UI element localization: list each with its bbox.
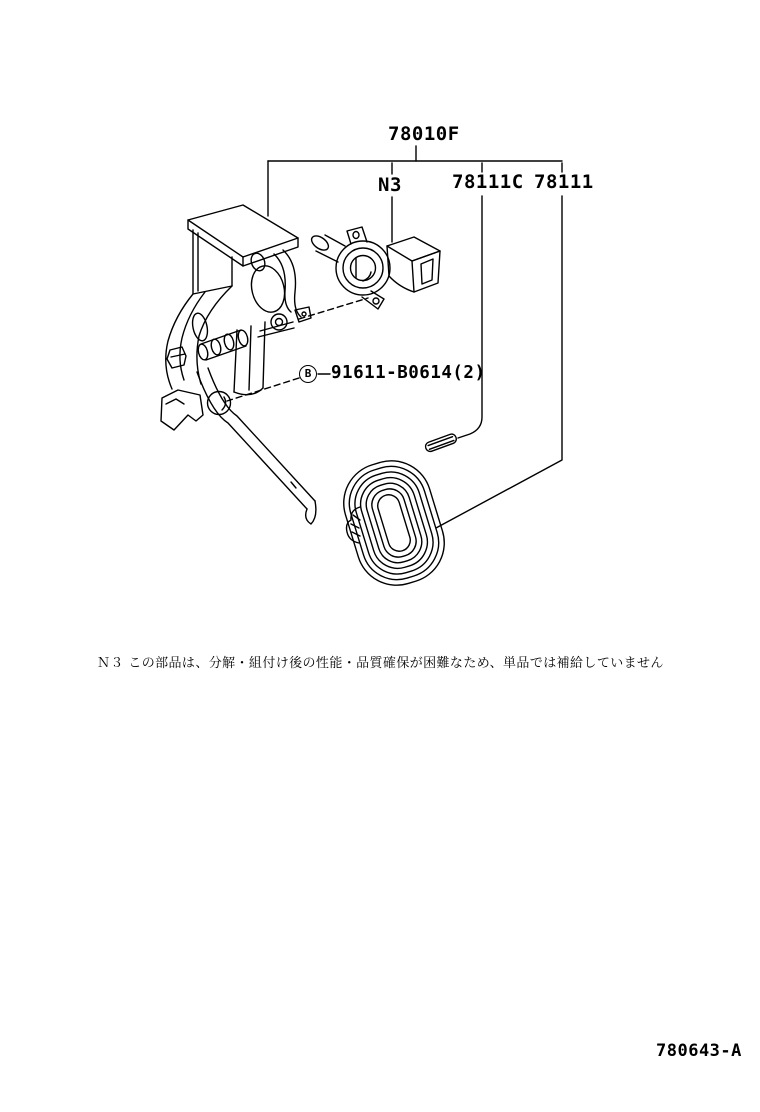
pedal-pad-drawing <box>334 451 454 595</box>
mounting-foot <box>161 390 203 430</box>
pedal-bracket-drawing <box>161 205 316 524</box>
part-number-assembly: 78010F <box>388 123 460 145</box>
part-number-bolt: 91611-B0614(2) <box>331 363 486 383</box>
hex-bolt <box>167 347 186 368</box>
bolt-washer-stack <box>197 329 250 361</box>
pad-pin-drawing <box>424 433 457 453</box>
circled-b-marker: B <box>299 365 317 383</box>
figure-code: 780643-A <box>656 1041 742 1061</box>
note-reference-label: N3 <box>378 174 402 196</box>
leader-lines <box>227 146 562 528</box>
part-number-pedal-pad: 78111 <box>534 171 594 193</box>
sensor-connector <box>387 237 440 292</box>
part-number-pad-pin: 78111C <box>452 171 524 193</box>
footnote-text: Ｎ３ この部品は、分解・組付け後の性能・品質確保が困難なため、単品では補給していません <box>97 656 664 671</box>
pedal-sensor-drawing <box>309 227 440 309</box>
